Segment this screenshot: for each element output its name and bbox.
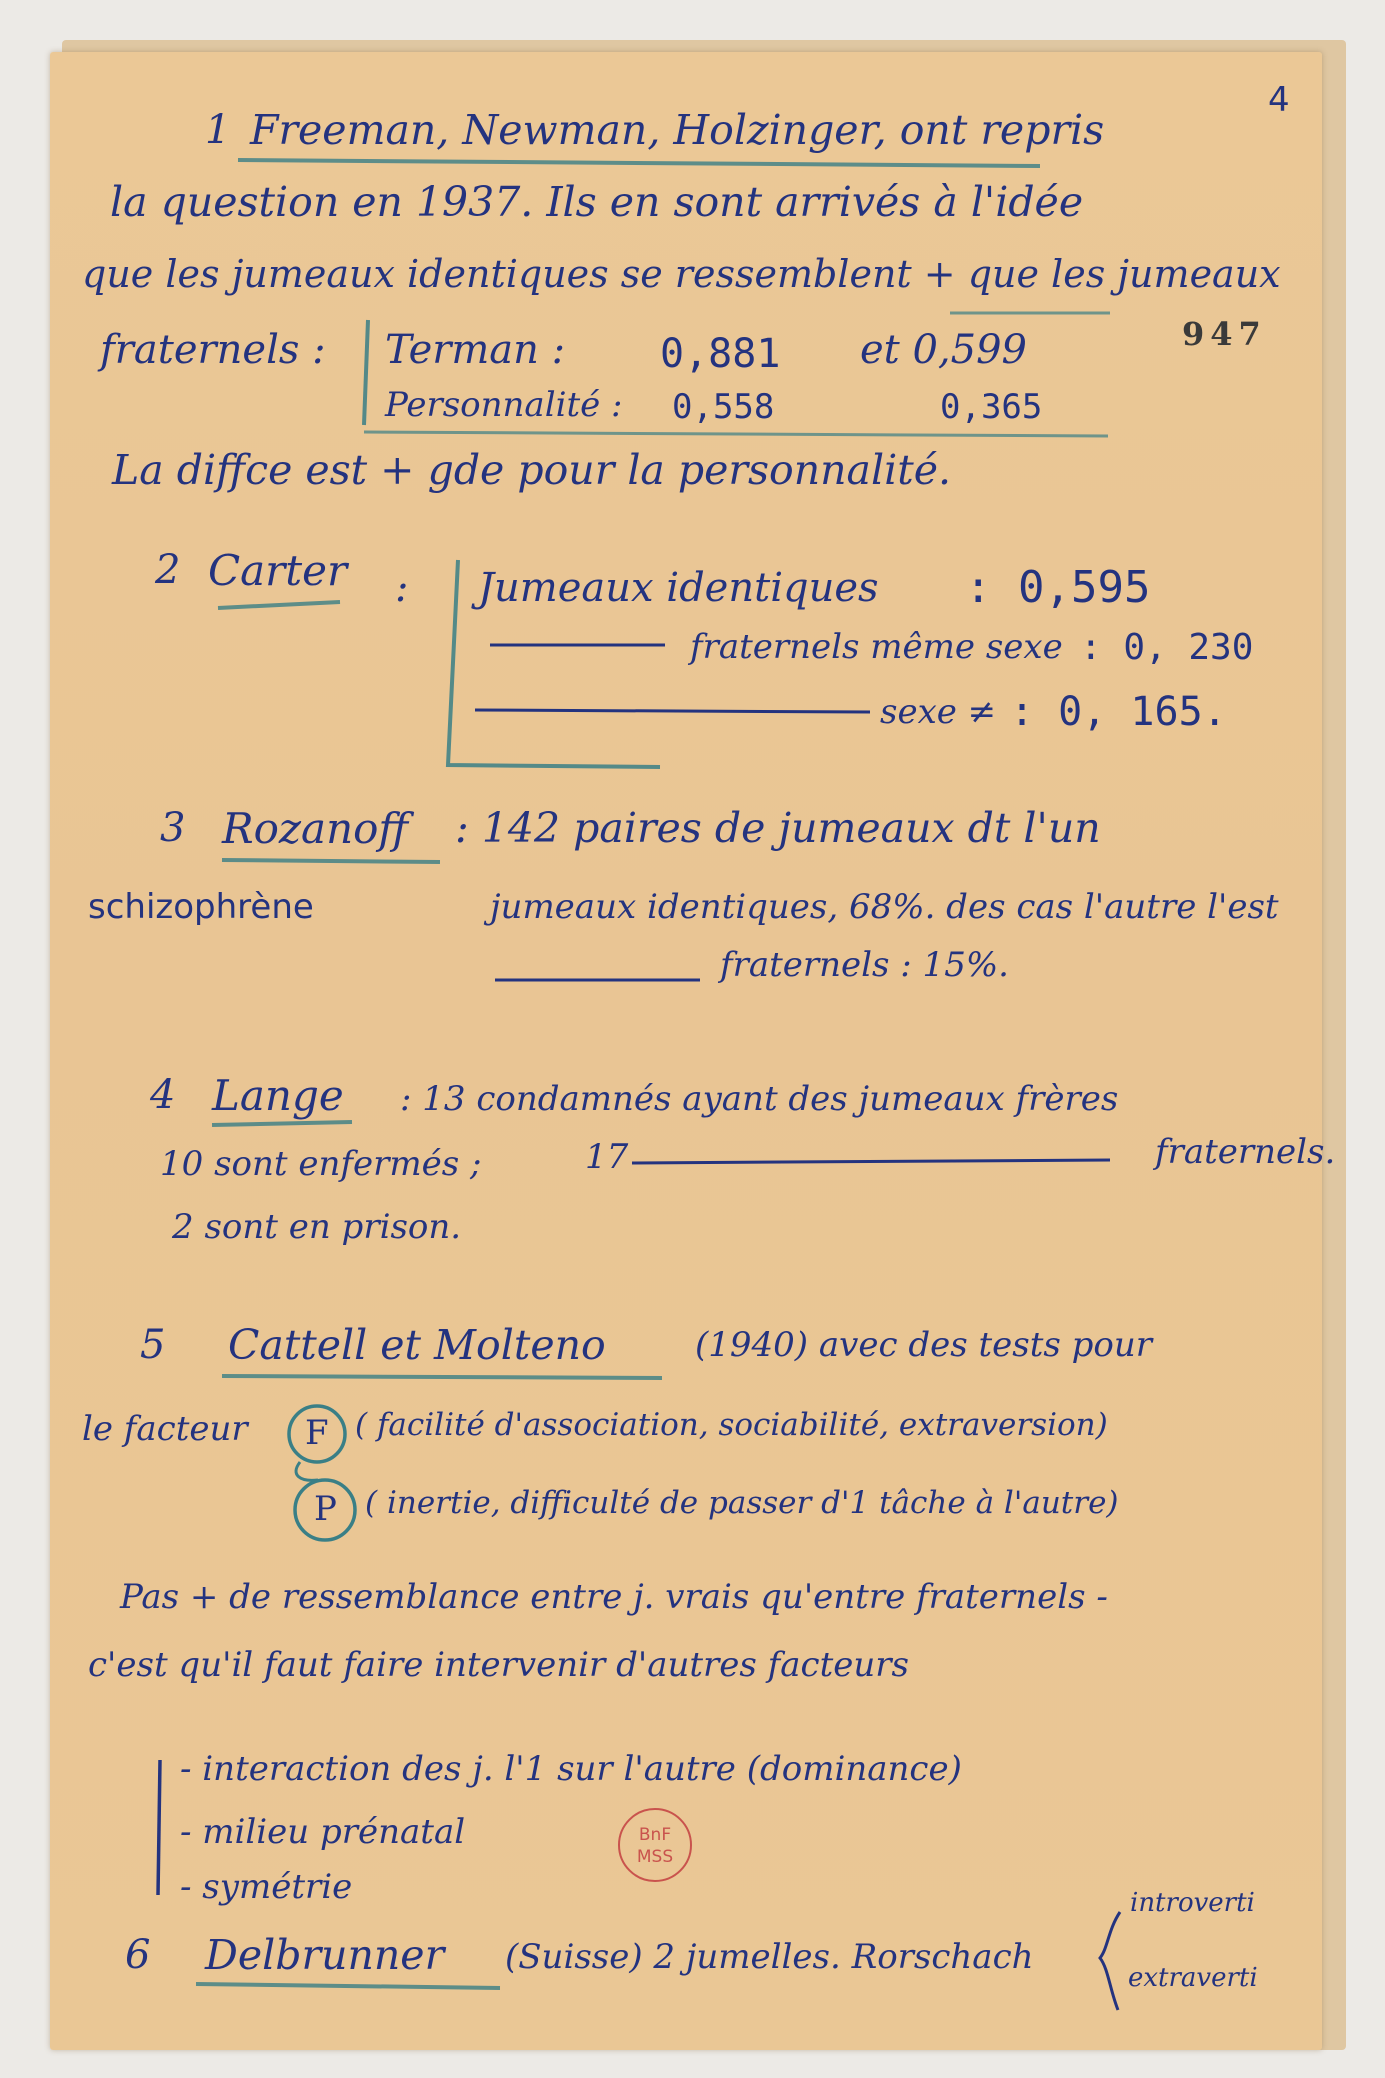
underline-s5-name xyxy=(222,1376,662,1378)
underline-s3-name xyxy=(222,860,440,862)
s5-line1: (1940) avec des tests pour xyxy=(695,1325,1152,1365)
s2-colon: : xyxy=(395,565,409,611)
s4-number: 4 xyxy=(150,1072,176,1118)
bracket-s1-table xyxy=(364,320,368,425)
s6-option-extraverti: extraverti xyxy=(1128,1963,1258,1993)
s2-row3: sexe ≠ xyxy=(880,692,997,732)
s1-line3: que les jumeaux identiques se ressemblent + que les jumeaux xyxy=(82,252,1281,296)
s6-line1: (Suisse) 2 jumelles. Rorschach xyxy=(505,1937,1034,1977)
s3-name: Rozanoff xyxy=(222,804,409,853)
underline-s1-table xyxy=(364,432,1108,436)
s3-number: 3 xyxy=(160,805,186,851)
s1-row2-b: 0,365 xyxy=(940,387,1043,427)
s5-number: 5 xyxy=(140,1322,166,1368)
s5-factor-f-text: ( facilité d'association, sociabilité, extraversion) xyxy=(355,1407,1108,1443)
s3-line2: jumeaux identiques, 68%. des cas l'autre l'est xyxy=(490,887,1279,927)
s3-margin-note: schizophrène xyxy=(88,887,314,927)
underline-s1-names xyxy=(238,160,1040,166)
s1-row1-b: et 0,599 xyxy=(860,327,1027,373)
s4-line1: : 13 condamnés ayant des jumeaux frères xyxy=(400,1079,1119,1119)
s5-list-item-1: - interaction des j. l'1 sur l'autre (dominance) xyxy=(180,1749,962,1789)
s3-line3: fraternels : 15%. xyxy=(720,945,1009,985)
brace-s6-options xyxy=(1100,1912,1120,2010)
s5-list-item-2: - milieu prénatal xyxy=(180,1812,466,1852)
s2-row2-val: : 0, 230 xyxy=(1080,627,1254,668)
s1-row2-a: 0,558 xyxy=(672,387,775,427)
s5-line3: Pas + de ressemblance entre j. vrais qu'entre fraternels - xyxy=(120,1577,1108,1617)
s6-name: Delbrunner xyxy=(205,1931,445,1979)
s2-row3-val: : 0, 165. xyxy=(1010,689,1227,735)
underline-s4-name xyxy=(212,1122,352,1125)
s5-factor-f: F xyxy=(305,1413,329,1453)
stamp-line-2: MSS xyxy=(636,1847,674,1867)
s5-factor-label: le facteur xyxy=(82,1409,248,1449)
s4-line2a: 10 sont enfermés ; xyxy=(160,1144,482,1184)
arc-factor-link xyxy=(296,1462,318,1480)
s3-line1: : 142 paires de jumeaux dt l'un xyxy=(455,804,1101,852)
page-number: 4 xyxy=(1268,80,1290,120)
underline-s2-name xyxy=(218,602,340,608)
s1-fraternels-label: fraternels : xyxy=(100,327,326,373)
bracket-s5-list xyxy=(158,1760,160,1895)
s4-line2b: 17 xyxy=(585,1137,629,1177)
s4-line2c: fraternels. xyxy=(1155,1132,1336,1172)
underline-s6-name xyxy=(196,1984,500,1988)
folio-number: 947 xyxy=(1182,315,1267,353)
s1-line1: Freeman, Newman, Holzinger, ont repris xyxy=(250,106,1105,154)
s1-row1-a: 0,881 xyxy=(660,331,781,377)
s2-name: Carter xyxy=(208,546,348,595)
s2-number: 2 xyxy=(155,547,181,593)
s2-row1: Jumeaux identiques xyxy=(478,565,879,611)
s1-conclusion: La diffce est + gde pour la personnalité. xyxy=(112,446,951,494)
s5-factor-p-text: ( inertie, difficulté de passer d'1 tâche à l'autre) xyxy=(365,1485,1119,1521)
s6-option-introverti: introverti xyxy=(1130,1888,1255,1918)
s4-line3: 2 sont en prison. xyxy=(172,1207,462,1247)
s5-factor-p: P xyxy=(314,1489,337,1529)
bnf-mss-stamp xyxy=(618,1808,692,1882)
s2-row1-val: : 0,595 xyxy=(965,562,1151,613)
s1-row1-name: Terman : xyxy=(385,327,566,373)
s4-name: Lange xyxy=(212,1071,344,1120)
s6-number: 6 xyxy=(125,1932,151,1978)
dash-s2-row3 xyxy=(475,710,870,712)
s1-row2-name: Personnalité : xyxy=(385,385,623,425)
s1-line2: la question en 1937. Ils en sont arrivés à l'idée xyxy=(110,178,1084,226)
s2-row2: fraternels même sexe xyxy=(690,627,1063,667)
s5-name: Cattell et Molteno xyxy=(228,1321,606,1369)
dash-s4-row2 xyxy=(632,1160,1110,1163)
s5-list-item-3: - symétrie xyxy=(180,1867,353,1907)
s5-line4: c'est qu'il faut faire intervenir d'autres facteurs xyxy=(88,1645,909,1685)
stamp-line-1: BnF xyxy=(638,1825,672,1845)
s1-number: 1 xyxy=(205,107,231,153)
